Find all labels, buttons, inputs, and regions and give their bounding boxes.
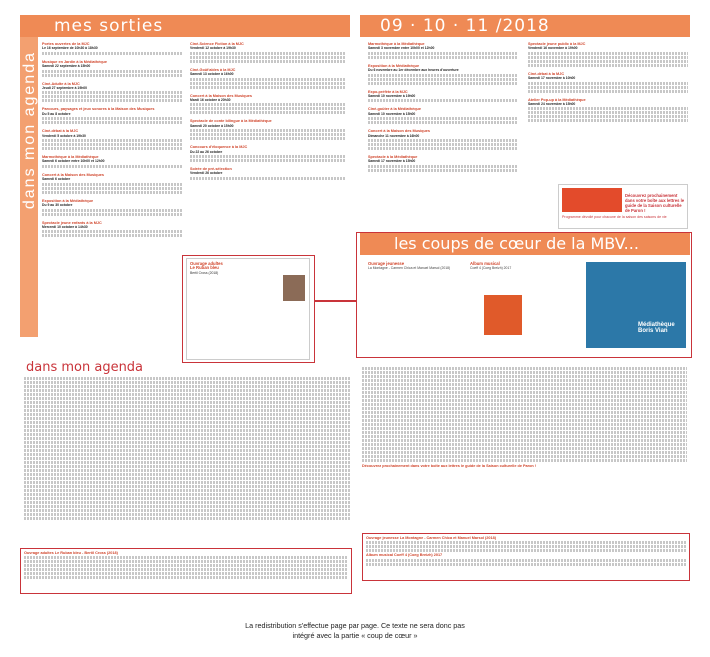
- side-tab-label: dans mon agenda: [21, 51, 38, 210]
- promo-box: [558, 184, 688, 229]
- right-banner: [360, 15, 690, 37]
- mbv-banner-title: les coups de cœur de la MBV...: [394, 234, 639, 253]
- highlight-box-left: [182, 255, 315, 363]
- list-item: Ciné-Adulte à la MJC Jeudi 27 septembre à 19h00: [42, 82, 182, 103]
- list-item: Musique en Jardin à la Médiathèque Samedi 22 septembre à 15h00: [42, 60, 182, 77]
- highlight-box-right: [356, 232, 692, 358]
- list-item: Soirée de pré-sélection Vendredi 26 octobre: [190, 167, 345, 180]
- left-col-1: [42, 42, 182, 242]
- list-item: Spectacle de conte bilingue à la Médiathèque Samedi 20 octobre à 15h00: [190, 119, 345, 140]
- right-col-2: [528, 42, 688, 127]
- list-item: Parcours, paysages et jeux sonores à la Maison des Musiques Du 5 au 8 octobre: [42, 107, 182, 124]
- list-item: Ciné-débat à la MJC Samedi 17 novembre à 10h00: [528, 72, 688, 93]
- list-item: Marmothèque à la Médiathèque Samedi 3 novembre entre 10h00 et 12h00: [368, 42, 518, 59]
- coup-title: Le Ruban bleu: [190, 265, 219, 271]
- coup-author: Bertil Cross (2018): [190, 270, 219, 275]
- list-item: Spectacle jeune public à la MJC Vendredi 16 novembre à 19h00: [528, 42, 688, 67]
- mbv-logo-label: Médiathèque Boris Vian: [638, 322, 675, 334]
- left-col-2: [190, 42, 345, 185]
- list-item: Exposition à la Médiathèque Du 9 au 30 octobre: [42, 199, 182, 216]
- right-banner-title: 09 · 10 · 11 /2018: [380, 16, 550, 36]
- connector-line: [315, 300, 356, 302]
- caption-line-2: intégré avec la partie « coup de cœur »: [292, 631, 418, 640]
- list-item: Ciné-Science Fiction à la MJC Vendredi 12 octobre à 19h30: [190, 42, 345, 63]
- reflow-col-right: [362, 366, 687, 468]
- reflow-preview: [20, 358, 690, 598]
- list-item: Expo-préfète à la MJC Samedi 10 novembre à 19h00: [368, 90, 518, 103]
- promo-sub: Programme dévoilé pour chacune de la saison des saisons de vie: [562, 215, 667, 219]
- side-tab: [20, 37, 38, 337]
- right-col-1: [368, 42, 518, 177]
- list-item: Ciné-goûter à la Médiathèque Samedi 10 novembre à 15h00: [368, 107, 518, 124]
- list-item: Portes ouvertes de la MJC Le 16 septembre de 10h30 à 18h30: [42, 42, 182, 55]
- top-bar: [0, 0, 710, 15]
- list-item: Spectacle jeune enfants à la MJC Mercredi 10 octobre à 14h30: [42, 221, 182, 238]
- list-item: Atelier Pop-up à la Médiathèque Samedi 24 novembre à 15h00: [528, 98, 688, 123]
- list-item: Spectacle à la Médiathèque Samedi 17 novembre à 15h00: [368, 155, 518, 172]
- caption: [0, 621, 710, 641]
- reflow-footer: Découvrez prochainement dans votre boîte aux lettres le guide de la Saison culturelle de Paron !: [362, 464, 537, 468]
- left-banner-title: mes sorties: [54, 16, 164, 36]
- mbv-item-2: Album musical Coeff 4 (Coeg Breizh) 2017: [470, 261, 512, 271]
- list-item: Ciné-Goût'ables à la MJC Samedi 13 octobre à 16h00: [190, 68, 345, 89]
- list-item: Concert à la Maison des Musiques Mardi 16 octobre à 20h30: [190, 94, 345, 115]
- list-item: Concours d'éloquence à la MJC Du 22 au 26 octobre: [190, 145, 345, 162]
- reflow-notes-right: Ouvrage jeunesse La Montagne - Carmen Chica et Manuel Marsol (2018) Album musical Coeff 4 (Coeg Breizh) 2017: [366, 536, 686, 567]
- coup-heading: Ouvrage adultes: [190, 261, 223, 266]
- reflow-col-left: [24, 376, 350, 521]
- mbv-item-1: Ouvrage jeunesse La Montagne - Carmen Chica et Manuel Marsol (2018): [368, 261, 451, 271]
- promo-image: [562, 188, 622, 212]
- reflow-title: dans mon agenda: [26, 360, 144, 375]
- list-item: Concert à la Maison des Musiques Dimanche 11 novembre à 16h00: [368, 129, 518, 150]
- left-banner: [20, 15, 350, 37]
- list-item: Concert à la Maison des Musiques Samedi 6 octobre: [42, 173, 182, 194]
- caption-line-1: La redistribution s'effectue page par page. Ce texte ne sera donc pas: [245, 621, 465, 630]
- list-item: Ciné-débat à la MJC Vendredi 5 octobre à 19h30: [42, 129, 182, 150]
- list-item: Exposition à la Médiathèque Du 6 novembre au 1er décembre aux heures d'ouverture: [368, 64, 518, 85]
- list-item: Marmothèque à la Médiathèque Samedi 6 octobre entre 10h00 et 12h00: [42, 155, 182, 168]
- reflow-notes-left: Ouvrage adultes Le Ruban bleu - Bertil Cross (2018): [24, 551, 348, 580]
- promo-text: Découvrez prochainement dans votre boîte aux lettres le guide de la Saison culturelle de Paron !: [625, 193, 685, 213]
